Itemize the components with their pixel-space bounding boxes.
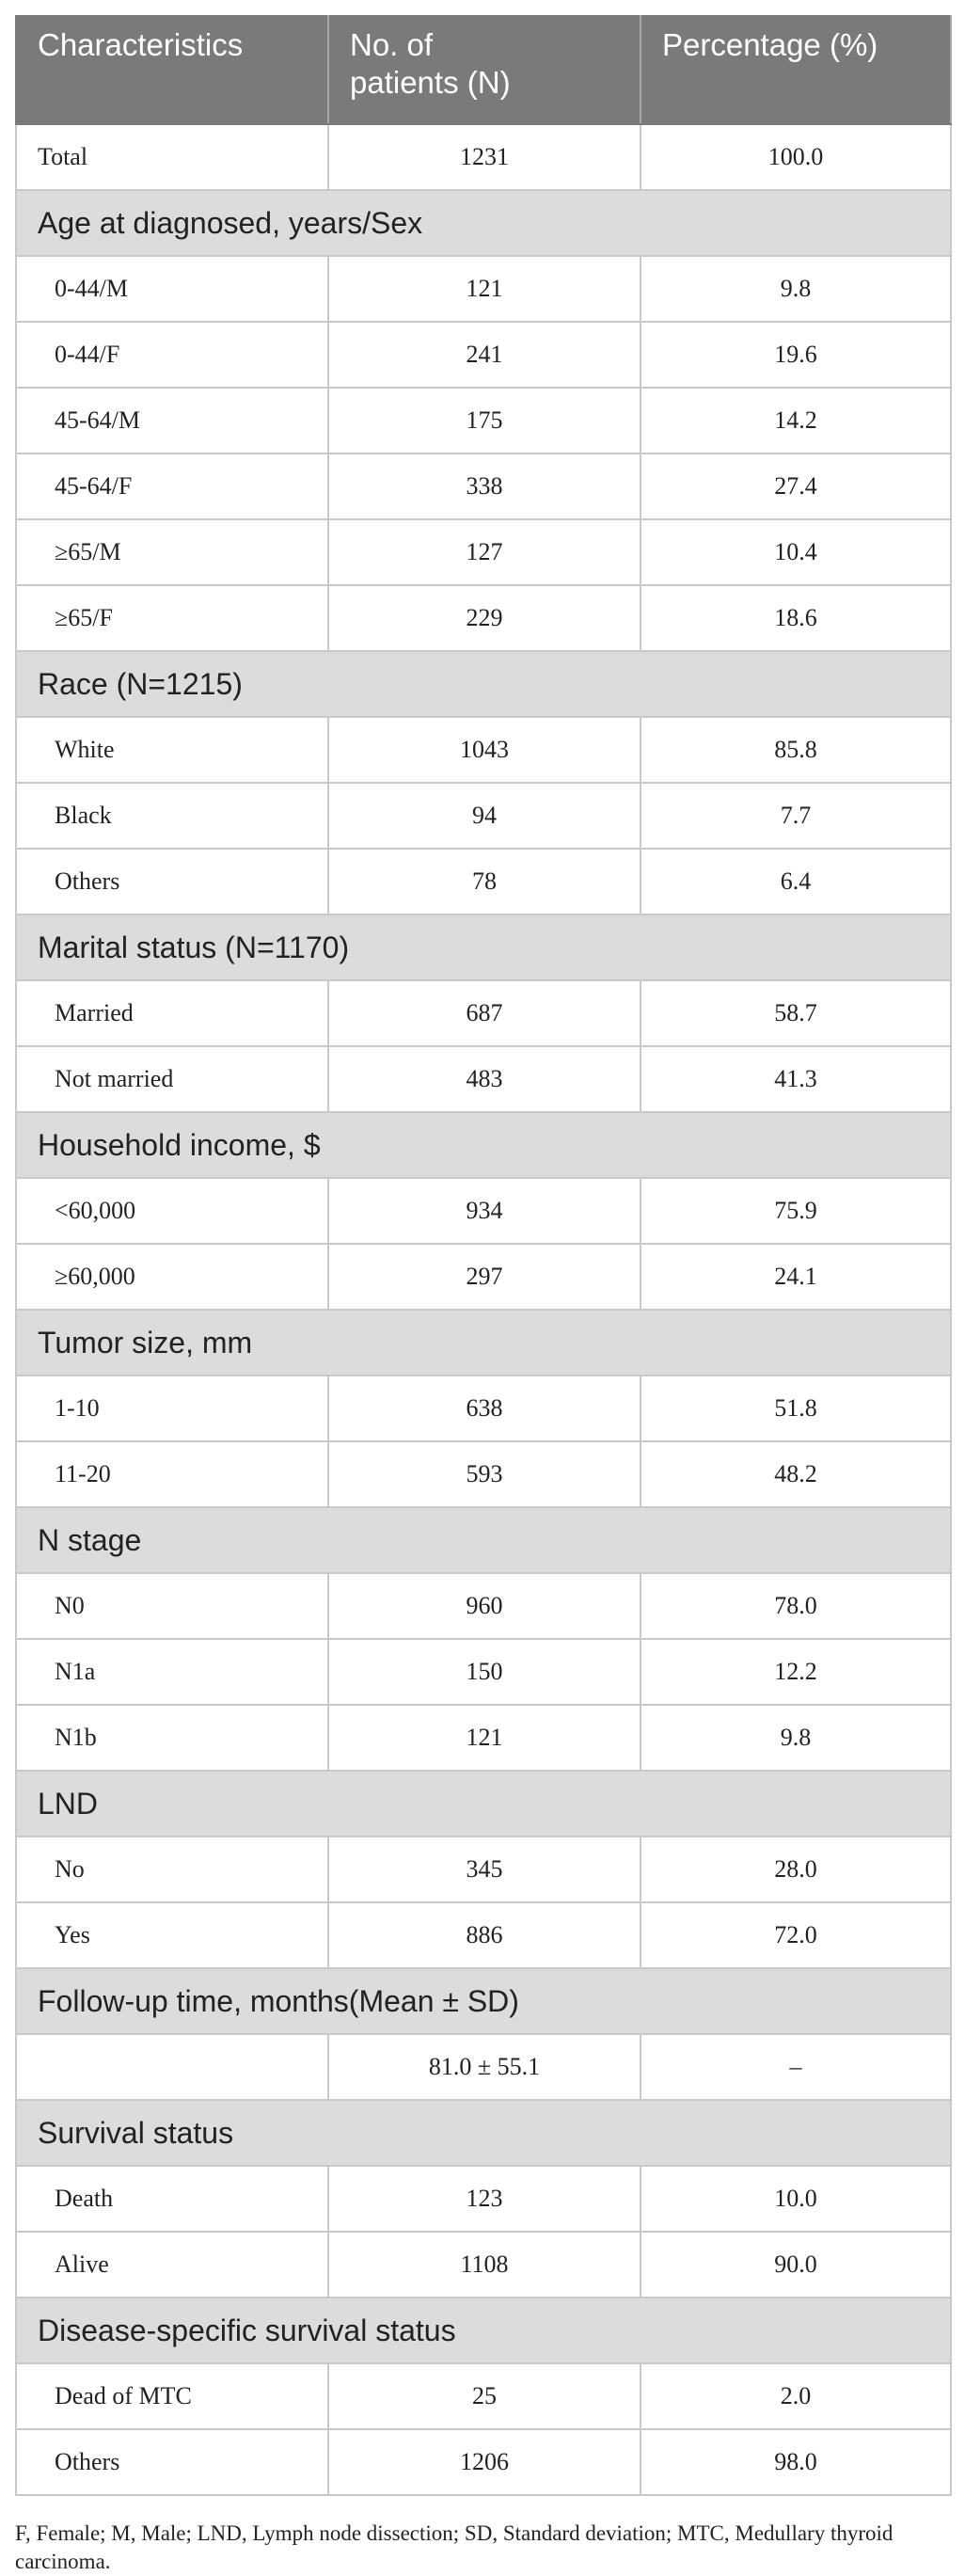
table-row xyxy=(16,256,951,322)
row-count: 229 xyxy=(328,585,641,651)
table-row xyxy=(16,453,951,519)
section-label: Marital status (N=1170) xyxy=(16,914,951,980)
row-percentage: 75.9 xyxy=(641,1178,951,1244)
row-count: 121 xyxy=(328,256,641,322)
row-count: 638 xyxy=(328,1375,641,1441)
row-percentage: 48.2 xyxy=(641,1441,951,1507)
table-row xyxy=(16,124,951,190)
table-row xyxy=(16,1639,951,1705)
row-count: 241 xyxy=(328,322,641,388)
row-count: 338 xyxy=(328,453,641,519)
row-label: ≥65/F xyxy=(16,585,328,651)
row-percentage: 78.0 xyxy=(641,1573,951,1639)
table-row xyxy=(16,783,951,849)
row-count: 121 xyxy=(328,1705,641,1771)
section-label: LND xyxy=(16,1771,951,1837)
row-percentage: 2.0 xyxy=(641,2363,951,2429)
table-row xyxy=(16,849,951,914)
row-label xyxy=(16,2034,328,2100)
row-percentage: 9.8 xyxy=(641,1705,951,1771)
header-patients-line2: patients (N) xyxy=(350,65,511,100)
row-percentage: – xyxy=(641,2034,951,2100)
table-row xyxy=(16,585,951,651)
table-row xyxy=(16,2429,951,2495)
table-row xyxy=(16,2363,951,2429)
table-row xyxy=(16,1837,951,1902)
section-label: Follow-up time, months(Mean ± SD) xyxy=(16,1968,951,2034)
row-label: Death xyxy=(16,2166,328,2232)
table-row xyxy=(16,1705,951,1771)
section-header-row xyxy=(16,1771,951,1837)
row-label: <60,000 xyxy=(16,1178,328,1244)
row-percentage: 12.2 xyxy=(641,1639,951,1705)
row-count: 175 xyxy=(328,388,641,453)
table-row xyxy=(16,388,951,453)
table-row xyxy=(16,1573,951,1639)
row-label: Others xyxy=(16,849,328,914)
row-count: 150 xyxy=(328,1639,641,1705)
row-count: 345 xyxy=(328,1837,641,1902)
row-label: 11-20 xyxy=(16,1441,328,1507)
row-percentage: 10.4 xyxy=(641,519,951,585)
row-label: ≥60,000 xyxy=(16,1244,328,1310)
row-label: 1-10 xyxy=(16,1375,328,1441)
section-header-row xyxy=(16,914,951,980)
section-header-row xyxy=(16,1968,951,2034)
table-row xyxy=(16,1178,951,1244)
section-label: Tumor size, mm xyxy=(16,1310,951,1375)
row-percentage: 85.8 xyxy=(641,717,951,783)
row-count: 81.0 ± 55.1 xyxy=(328,2034,641,2100)
section-label: Disease-specific survival status xyxy=(16,2298,951,2363)
row-count: 1206 xyxy=(328,2429,641,2495)
row-label: 0-44/M xyxy=(16,256,328,322)
row-percentage: 41.3 xyxy=(641,1046,951,1112)
header-percentage: Percentage (%) xyxy=(641,16,951,124)
row-percentage: 9.8 xyxy=(641,256,951,322)
row-percentage: 14.2 xyxy=(641,388,951,453)
row-label: Not married xyxy=(16,1046,328,1112)
table-row xyxy=(16,1046,951,1112)
table-row xyxy=(16,1441,951,1507)
section-header-row xyxy=(16,190,951,256)
row-percentage: 6.4 xyxy=(641,849,951,914)
section-label: Household income, $ xyxy=(16,1112,951,1178)
table-row xyxy=(16,1375,951,1441)
section-label: Survival status xyxy=(16,2100,951,2166)
row-count: 297 xyxy=(328,1244,641,1310)
section-header-row xyxy=(16,1310,951,1375)
row-label: ≥65/M xyxy=(16,519,328,585)
row-count: 78 xyxy=(328,849,641,914)
row-label: Dead of MTC xyxy=(16,2363,328,2429)
section-label: Race (N=1215) xyxy=(16,651,951,717)
row-percentage: 7.7 xyxy=(641,783,951,849)
row-percentage: 28.0 xyxy=(641,1837,951,1902)
row-percentage: 72.0 xyxy=(641,1902,951,1968)
row-label: N1b xyxy=(16,1705,328,1771)
header-patients xyxy=(328,16,641,124)
row-count: 886 xyxy=(328,1902,641,1968)
row-percentage: 98.0 xyxy=(641,2429,951,2495)
row-label: N0 xyxy=(16,1573,328,1639)
row-label: White xyxy=(16,717,328,783)
table-row xyxy=(16,2166,951,2232)
row-percentage: 90.0 xyxy=(641,2232,951,2298)
section-header-row xyxy=(16,2298,951,2363)
row-count: 123 xyxy=(328,2166,641,2232)
row-label: 45-64/M xyxy=(16,388,328,453)
row-percentage: 51.8 xyxy=(641,1375,951,1441)
row-count: 25 xyxy=(328,2363,641,2429)
row-label: Black xyxy=(16,783,328,849)
header-characteristics: Characteristics xyxy=(16,16,328,124)
row-percentage: 27.4 xyxy=(641,453,951,519)
table-row xyxy=(16,980,951,1046)
row-percentage: 24.1 xyxy=(641,1244,951,1310)
table-row xyxy=(16,2034,951,2100)
row-count: 94 xyxy=(328,783,641,849)
section-label: N stage xyxy=(16,1507,951,1573)
row-label: 0-44/F xyxy=(16,322,328,388)
table-row xyxy=(16,1244,951,1310)
row-label: N1a xyxy=(16,1639,328,1705)
row-percentage: 100.0 xyxy=(641,124,951,190)
table-header-row xyxy=(16,16,951,124)
table-body xyxy=(16,124,951,2495)
row-count: 1043 xyxy=(328,717,641,783)
table-row xyxy=(16,1902,951,1968)
row-label: Total xyxy=(16,124,328,190)
row-label: 45-64/F xyxy=(16,453,328,519)
row-count: 687 xyxy=(328,980,641,1046)
row-label: No xyxy=(16,1837,328,1902)
section-header-row xyxy=(16,2100,951,2166)
row-label: Married xyxy=(16,980,328,1046)
table-row xyxy=(16,2232,951,2298)
row-percentage: 10.0 xyxy=(641,2166,951,2232)
row-label: Others xyxy=(16,2429,328,2495)
section-label: Age at diagnosed, years/Sex xyxy=(16,190,951,256)
row-count: 593 xyxy=(328,1441,641,1507)
row-percentage: 58.7 xyxy=(641,980,951,1046)
row-label: Yes xyxy=(16,1902,328,1968)
row-percentage: 19.6 xyxy=(641,322,951,388)
row-count: 483 xyxy=(328,1046,641,1112)
section-header-row xyxy=(16,1112,951,1178)
row-count: 127 xyxy=(328,519,641,585)
table-row xyxy=(16,519,951,585)
row-label: Alive xyxy=(16,2232,328,2298)
table-row xyxy=(16,322,951,388)
header-patients-line1: No. of xyxy=(350,27,434,62)
row-count: 1231 xyxy=(328,124,641,190)
characteristics-table xyxy=(15,15,952,2496)
footnote: F, Female; M, Male; LND, Lymph node dissection; SD, Standard deviation; MTC, Medullary thyroid carcinoma. xyxy=(15,2521,894,2573)
row-count: 1108 xyxy=(328,2232,641,2298)
row-percentage: 18.6 xyxy=(641,585,951,651)
table-row xyxy=(16,717,951,783)
section-header-row xyxy=(16,651,951,717)
section-header-row xyxy=(16,1507,951,1573)
table-container xyxy=(15,15,950,2496)
row-count: 934 xyxy=(328,1178,641,1244)
row-count: 960 xyxy=(328,1573,641,1639)
